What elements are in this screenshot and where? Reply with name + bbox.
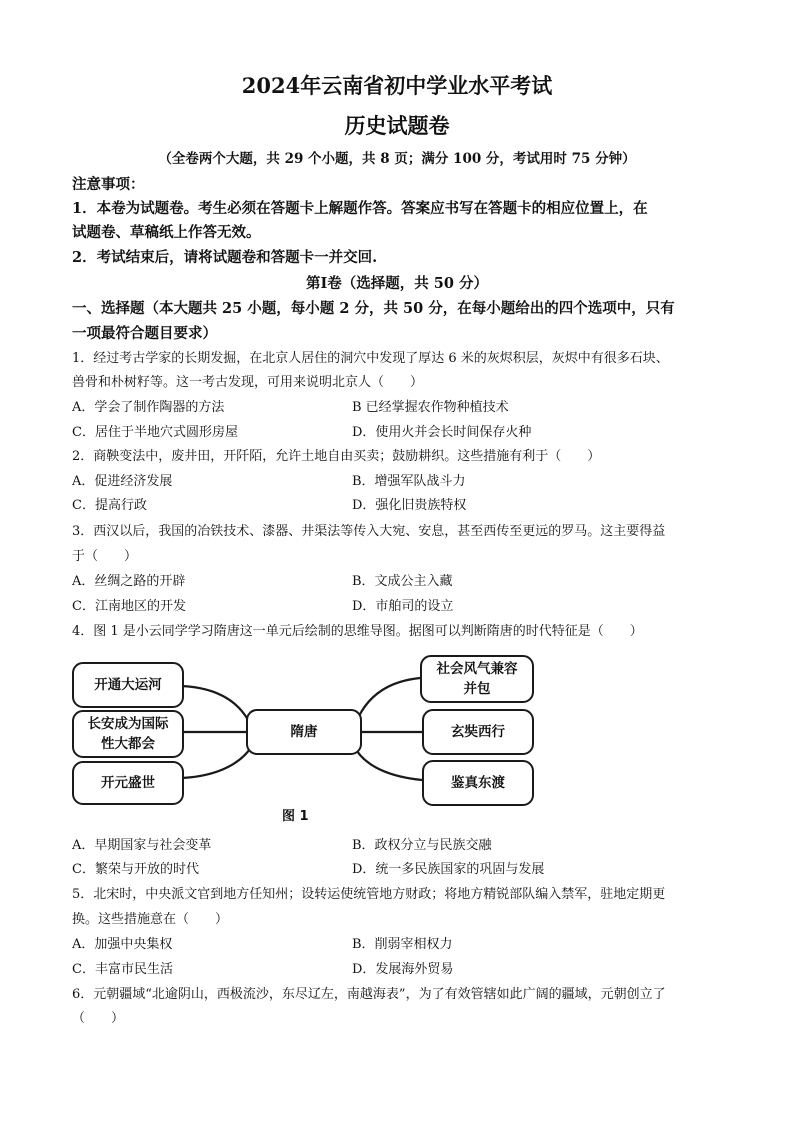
q3-option-b: B．文成公主入藏 xyxy=(352,574,453,589)
notice-item-2: 2．考试结束后，请将试题卷和答题卡一并交回. xyxy=(72,249,378,266)
section-title: 第Ⅰ卷（选择题，共 50 分） xyxy=(305,275,489,292)
connector-right-top xyxy=(354,678,420,728)
mindmap-node-changan: 长安成为国际性大都会 xyxy=(72,710,184,758)
q6-stem-line-2: （ ） xyxy=(72,1011,125,1026)
q4-option-b: B．政权分立与民族交融 xyxy=(352,838,492,853)
q3-option-d: D．市舶司的设立 xyxy=(352,599,454,614)
exam-subtitle: 历史试题卷 xyxy=(344,113,450,138)
q1-option-d: D．使用火并会长时间保存火种 xyxy=(352,425,532,440)
mindmap-node-grand-canal: 开通大运河 xyxy=(72,662,184,708)
q4-option-d: D．统一多民族国家的巩固与发展 xyxy=(352,862,545,877)
connector-right-bottom xyxy=(354,746,422,780)
q4-stem-line-1: 4．图 1 是小云同学学习隋唐这一单元后绘制的思维导图。据图可以判断隋唐的时代特征是（ ） xyxy=(72,624,643,639)
q3-option-c: C．江南地区的开发 xyxy=(72,599,186,614)
q2-option-c: C．提高行政 xyxy=(72,498,147,513)
connector-left-top xyxy=(182,686,252,728)
q3-stem-line-2: 于（ ） xyxy=(72,549,138,564)
notice-heading: 注意事项： xyxy=(72,176,145,193)
q5-option-a: A．加强中央集权 xyxy=(72,937,173,952)
q5-stem-line-1: 5．北宋时，中央派文官到地方任知州；设转运使统管地方财政；将地方精锐部队编入禁军，驻地定期更 xyxy=(72,887,666,902)
mindmap-node-jianzhen: 鉴真东渡 xyxy=(422,760,534,806)
connector-left-bottom xyxy=(182,746,252,778)
q3-stem-line-1: 3．西汉以后，我国的冶铁技术、漆器、井渠法等传入大宛、安息，甚至西传至更远的罗马。这主要得益 xyxy=(72,524,666,539)
q2-stem-line-1: 2．商鞅变法中，废井田，开阡陌，允许土地自由买卖；鼓励耕织。这些措施有利于（ ） xyxy=(72,449,601,464)
q5-option-b: B．削弱宰相权力 xyxy=(352,937,453,952)
q2-option-a: A．促进经济发展 xyxy=(72,474,173,489)
q4-option-a: A．早期国家与社会变革 xyxy=(72,838,212,853)
mindmap-node-xuanzang: 玄奘西行 xyxy=(422,709,534,755)
q4-option-c: C．繁荣与开放的时代 xyxy=(72,862,199,877)
notice-item-1-line-1: 1．本卷为试题卷。考生必须在答题卡上解题作答。答案应书写在答题卡的相应位置上，在 xyxy=(72,200,648,217)
q2-option-d: D．强化旧贵族特权 xyxy=(352,498,467,513)
notice-item-1-line-2: 试题卷、草稿纸上作答无效。 xyxy=(72,224,261,241)
section-heading-line-2: 一项最符合题目要求） xyxy=(72,325,217,342)
mindmap-figure xyxy=(70,648,542,826)
q6-stem-line-1: 6．元朝疆域“北逾阴山，西极流沙，东尽辽左，南越海表”，为了有效管辖如此广阔的疆域，元朝创立了 xyxy=(72,987,666,1002)
q1-option-c: C．居住于半地穴式圆形房屋 xyxy=(72,425,238,440)
exam-title: 2024年云南省初中学业水平考试 xyxy=(241,73,553,98)
q1-stem-line-2: 兽骨和朴树籽等。这一考古发现，可用来说明北京人（ ） xyxy=(72,375,424,390)
q1-option-b: B 已经掌握农作物种植技术 xyxy=(352,400,509,415)
section-heading-line-1: 一、选择题（本大题共 25 小题，每小题 2 分，共 50 分，在每小题给出的四个选项中，只有 xyxy=(72,300,675,317)
mindmap-node-center: 隋唐 xyxy=(246,709,362,755)
q5-option-c: C．丰富市民生活 xyxy=(72,962,173,977)
q1-option-a: A．学会了制作陶器的方法 xyxy=(72,400,225,415)
q1-stem-line-1: 1．经过考古学家的长期发掘，在北京人居住的洞穴中发现了厚达 6 米的灰烬积层，灰烬中有很多石块、 xyxy=(72,351,669,366)
figure-caption: 图 1 xyxy=(282,809,309,824)
mindmap-node-kaiyuan: 开元盛世 xyxy=(72,761,184,805)
q5-option-d: D．发展海外贸易 xyxy=(352,962,454,977)
q5-stem-line-2: 换。这些措施意在（ ） xyxy=(72,912,229,927)
mindmap-node-social-custom: 社会风气兼容并包 xyxy=(420,655,534,703)
q2-option-b: B．增强军队战斗力 xyxy=(352,474,466,489)
exam-info: （全卷两个大题，共 29 个小题，共 8 页；满分 100 分，考试用时 75 分钟） xyxy=(158,151,636,167)
q3-option-a: A．丝绸之路的开辟 xyxy=(72,574,186,589)
